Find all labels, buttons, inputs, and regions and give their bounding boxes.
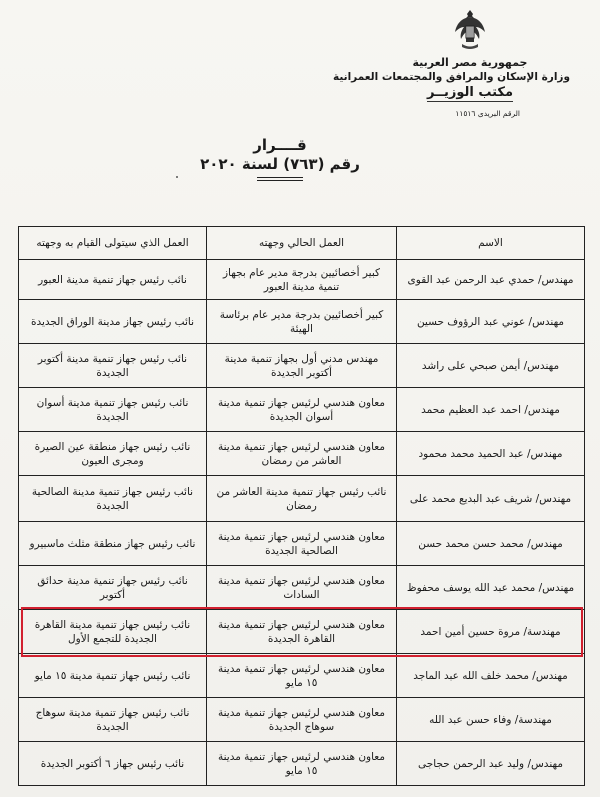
office-name (370, 85, 570, 101)
title-underline (257, 177, 303, 181)
table-row (19, 522, 585, 566)
current-job-cell: معاون هندسي لرئيس جهاز تنمية مدينة سوهاج الجديدة (207, 698, 397, 742)
stray-mark (176, 176, 178, 178)
name-cell: مهندس/ احمد عبد العظيم محمد (397, 388, 585, 432)
future-job-cell: نائب رئيس جهاز تنمية مدينة حدائق أكتوبر (19, 566, 207, 610)
table-row (19, 388, 585, 432)
future-job-cell: نائب رئيس جهاز تنمية مدينة أسوان الجديدة (19, 388, 207, 432)
name-cell: مهندس/ وليد عبد الرحمن حجاجى (397, 742, 585, 786)
table-row (19, 742, 585, 786)
name-cell: مهندس/ محمد عبد الله يوسف محفوظ (397, 566, 585, 610)
table-header-row (19, 227, 585, 260)
table-row (19, 476, 585, 522)
current-job-cell: مهندس مدني أول بجهاز تنمية مدينة أكتوبر الجديدة (207, 344, 397, 388)
future-job-cell: نائب رئيس جهاز منطقة عين الصيرة ومجرى العيون (19, 432, 207, 476)
future-job-cell: نائب رئيس جهاز تنمية مدينة العبور (19, 260, 207, 300)
current-job-cell: معاون هندسي لرئيس جهاز تنمية مدينة أسوان الجديدة (207, 388, 397, 432)
table-row (19, 344, 585, 388)
future-job-cell: نائب رئيس جهاز تنمية مدينة سوهاج الجديدة (19, 698, 207, 742)
table-row-highlighted (19, 610, 585, 654)
country-name: جمهورية مصر العربية (412, 56, 528, 69)
future-job-cell: نائب رئيس جهاز تنمية مدينة ١٥ مايو (19, 654, 207, 698)
table-row (19, 698, 585, 742)
header-future-job: العمل الذي سيتولى القيام به وجهته (19, 227, 207, 260)
table-row (19, 260, 585, 300)
ministry-name: وزارة الإسكان والمرافق والمجتمعات العمرانية (332, 71, 570, 83)
future-job-cell: نائب رئيس جهاز ٦ أكتوبر الجديدة (19, 742, 207, 786)
page-edge (0, 793, 600, 797)
name-cell: مهندس/ عبد الحميد محمد محمود (397, 432, 585, 476)
table-row (19, 566, 585, 610)
name-cell: مهندس/ أيمن صبحي على راشد (397, 344, 585, 388)
table-row (19, 654, 585, 698)
current-job-cell: كبير أخصائيين بدرجة مدير عام برئاسة الهيئة (207, 300, 397, 344)
current-job-cell: كبير أخصائيين بدرجة مدير عام بجهاز تنمية مدينة العبور (207, 260, 397, 300)
name-cell: مهندس/ محمد خلف الله عبد الماجد (397, 654, 585, 698)
decision-title: قــــرار (253, 136, 307, 154)
name-cell: مهندسة/ مروة حسين أمين احمد (397, 610, 585, 654)
current-job-cell: معاون هندسي لرئيس جهاز تنمية مدينة الصالحية الجديدة (207, 522, 397, 566)
current-job-cell: معاون هندسي لرئيس جهاز تنمية مدينة ١٥ مايو (207, 654, 397, 698)
header-name: الاسم (397, 227, 585, 260)
header-current-job: العمل الحالي وجهته (207, 227, 397, 260)
table-row (19, 432, 585, 476)
future-job-cell: نائب رئيس جهاز تنمية مدينة أكتوبر الجديدة (19, 344, 207, 388)
name-cell: مهندس/ حمدي عبد الرحمن عبد القوى (397, 260, 585, 300)
office-name-text: مكتب الوزيــر (426, 85, 514, 100)
appointments-table (18, 226, 585, 786)
name-cell: مهندس/ محمد حسن محمد حسن (397, 522, 585, 566)
current-job-cell: معاون هندسي لرئيس جهاز تنمية مدينة القاهرة الجديدة (207, 610, 397, 654)
current-job-cell: معاون هندسي لرئيس جهاز تنمية مدينة السادات (207, 566, 397, 610)
name-cell: مهندس/ شريف عبد البديع محمد على (397, 476, 585, 522)
decision-number: رقم (٧٦٣) لسنة ٢٠٢٠ (200, 155, 360, 173)
name-cell: مهندسة/ وفاء حسن عبد الله (397, 698, 585, 742)
future-job-cell: نائب رئيس جهاز تنمية مدينة القاهرة الجديدة للتجمع الأول (19, 610, 207, 654)
table-row (19, 300, 585, 344)
future-job-cell: نائب رئيس جهاز مدينة الوراق الجديدة (19, 300, 207, 344)
decision-heading (180, 136, 380, 181)
future-job-cell: نائب رئيس جهاز منطقة مثلث ماسبيرو (19, 522, 207, 566)
current-job-cell: نائب رئيس جهاز تنمية مدينة العاشر من رمضان (207, 476, 397, 522)
current-job-cell: معاون هندسي لرئيس جهاز تنمية مدينة العاشر من رمضان (207, 432, 397, 476)
postal-code: الرقم البريدى ١١٥١٦ (455, 109, 520, 118)
future-job-cell: نائب رئيس جهاز تنمية مدينة الصالحية الجديدة (19, 476, 207, 522)
name-cell: مهندس/ عوني عبد الرؤوف حسين (397, 300, 585, 344)
letterhead (332, 8, 570, 118)
current-job-cell: معاون هندسي لرئيس جهاز تنمية مدينة ١٥ مايو (207, 742, 397, 786)
eagle-emblem-icon (453, 8, 487, 52)
